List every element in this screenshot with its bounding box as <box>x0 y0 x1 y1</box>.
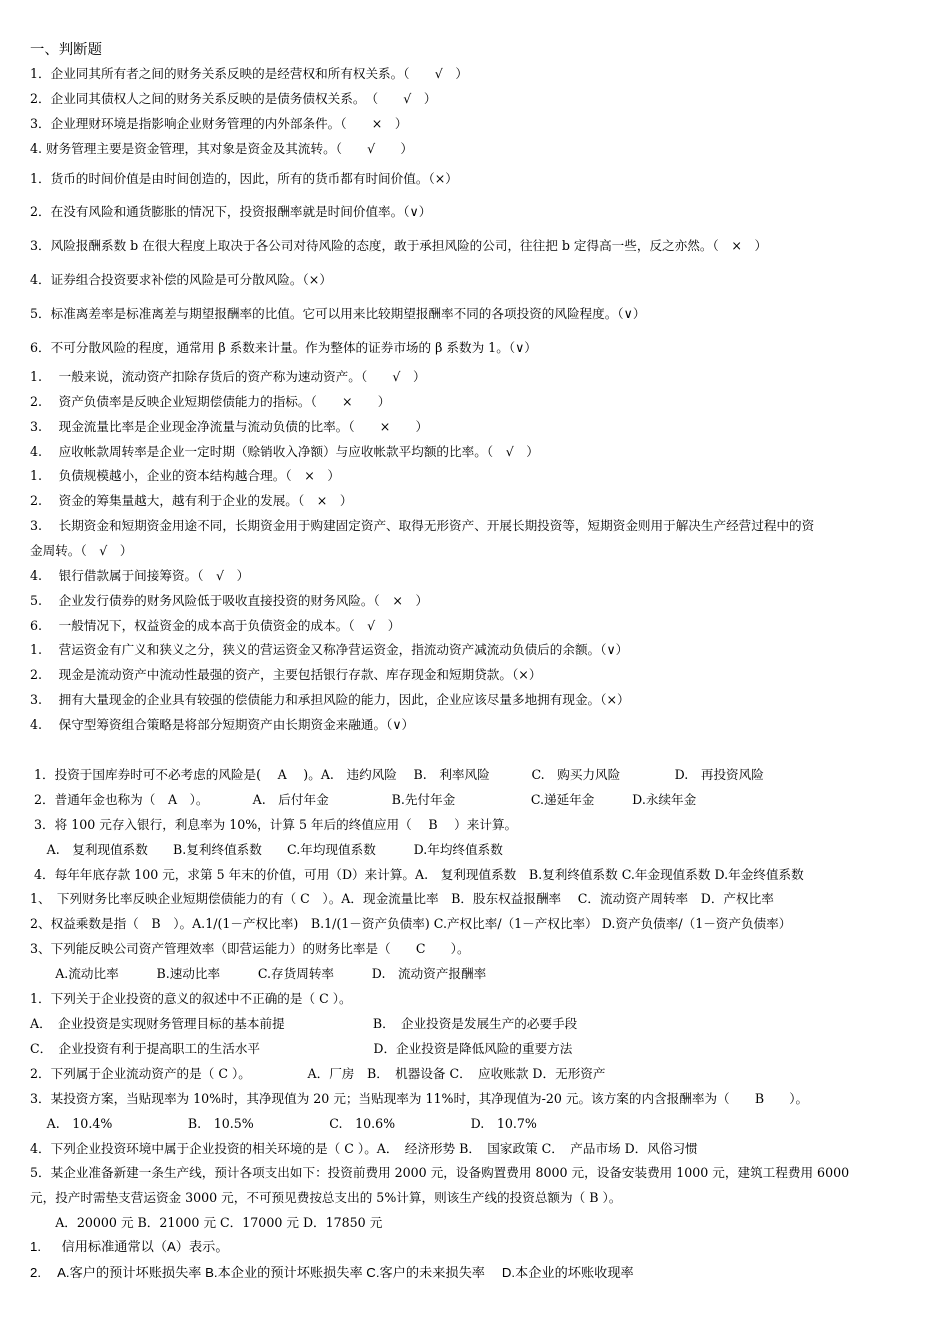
text-line: 2. 资产负债率是反映企业短期偿债能力的指标。（ × ） <box>30 394 391 409</box>
text-line: 4．下列企业投资环境中属于企业投资的相关环境的是（ C ）。A． 经济形势 B． 国家政策 C． 产品市场 D．风俗习惯 <box>30 1141 698 1156</box>
text-line: A．20000 元 B．21000 元 C．17000 元 D．17850 元 <box>30 1215 383 1230</box>
text-line: 1．下列关于企业投资的意义的叙述中不正确的是（ C ）。 <box>30 991 352 1006</box>
text-line: 2. 现金是流动资产中流动性最强的资产，主要包括银行存款、库存现金和短期贷款。（×） <box>30 667 542 682</box>
text-line: 4. 财务管理主要是资金管理，其对象是资金及其流转。（ √ ） <box>30 141 413 156</box>
text-line: 5．标准离差率是标准离差与期望报酬率的比值。它可以用来比较期望报酬率不同的各项投资的风险程度。（∨） <box>30 306 646 321</box>
text-line: 3. 长期资金和短期资金用途不同，长期资金用于购建固定资产、取得无形资产、开展长期投资等，短期资金则用于解决生产经营过程中的资 <box>30 518 815 533</box>
text-line: 2．在没有风险和通货膨胀的情况下，投资报酬率就是时间价值率。（∨） <box>30 204 432 219</box>
text-line: 1. 信用标准通常以（A）表示。 <box>30 1239 229 1254</box>
text-line: 金周转。（ √ ） <box>30 543 133 558</box>
text-line: 2. 资金的筹集量越大，越有利于企业的发展。（ × ） <box>30 493 353 508</box>
text-line: 5．某企业准备新建一条生产线，预计各项支出如下：投资前费用 2000 元，设备购置费用 8000 元，设备安装费用 1000 元，建筑工程费用 6000 <box>30 1165 850 1180</box>
text-line: 3、下列能反映公司资产管理效率（即营运能力）的财务比率是（ C ）。 <box>30 941 470 956</box>
section-heading: 一、判断题 <box>30 42 102 58</box>
text-line: 4．每年年底存款 100 元，求第 5 年末的价值，可用（D）来计算。A. 复利现值系数 B.复利终值系数 C.年金现值系数 D.年金终值系数 <box>30 867 804 882</box>
text-line: 2．企业同其债权人之间的财务关系反映的是债务债权关系。 （ √ ） <box>30 91 437 106</box>
text-line: 2、权益乘数是指（ B ）。A.1/(1－产权比率) B.1/(1－资产负债率) C.产权比率/（1－产权比率） D.资产负债率/（1－资产负债率） <box>30 916 792 931</box>
text-line: 6. 一般情况下，权益资金的成本高于负债资金的成本。（ √ ） <box>30 618 401 633</box>
text-line: C． 企业投资有利于提高职工的生活水平 D．企业投资是降低风险的重要方法 <box>30 1041 573 1056</box>
text-line: 3. 拥有大量现金的企业具有较强的偿债能力和承担风险的能力，因此，企业应该尽量多地拥有现金。（×） <box>30 692 630 707</box>
text-line: A. 复利现值系数 B.复利终值系数 C.年均现值系数 D.年均终值系数 <box>30 842 503 857</box>
text-line: 4. 保守型筹资组合策略是将部分短期资产由长期资金来融通。（∨） <box>30 717 415 732</box>
text-line: 1. 负债规模越小，企业的资本结构越合理。（ × ） <box>30 468 340 483</box>
text-line: A.流动比率 B.速动比率 C.存货周转率 D. 流动资产报酬率 <box>30 966 487 981</box>
text-line: 1．投资于国库券时可不必考虑的风险是( A )。A. 违约风险 B. 利率风险 C. 购买力风险 D. 再投资风险 <box>30 767 764 782</box>
text-line: 元，投产时需垫支营运资金 3000 元，不可预见费按总支出的 5%计算，则该生产线的投资总额为（ B ）。 <box>30 1190 622 1205</box>
text-line: 2. A.客户的预计坏账损失率 B.本企业的预计坏账损失率 C.客户的未来损失率 D.本企业的坏账收现率 <box>30 1265 634 1280</box>
text-line: 6．不可分散风险的程度，通常用 β 系数来计量。作为整体的证券市场的 β 系数为 1。（∨） <box>30 340 537 355</box>
text-line: 3．某投资方案，当贴现率为 10%时，其净现值为 20 元；当贴现率为 11%时，其净现值为-20 元。该方案的内含报酬率为（ B ）。 <box>30 1091 809 1106</box>
text-line: 3．将 100 元存入银行，利息率为 10%，计算 5 年后的终值应用（ B ）来计算。 <box>30 817 518 832</box>
text-line: 5. 企业发行债券的财务风险低于吸收直接投资的财务风险。（ × ） <box>30 593 429 608</box>
text-line: A. 10.4% B. 10.5% C. 10.6% D. 10.7% <box>30 1116 537 1131</box>
text-line: 4．证券组合投资要求补偿的风险是可分散风险。（×） <box>30 272 332 287</box>
text-line: 3．企业理财环境是指影响企业财务管理的内外部条件。（ × ） <box>30 116 408 131</box>
text-line: 1．企业同其所有者之间的财务关系反映的是经营权和所有权关系。（ √ ） <box>30 66 468 81</box>
text-line: 2．普通年金也称为（ A ）。 A. 后付年金 B.先付年金 C.递延年金 D.永续年金 <box>30 792 697 807</box>
text-line: 1、 下列财务比率反映企业短期偿债能力的有（ C ）。A．现金流量比率 B．股东权益报酬率 C．流动资产周转率 D．产权比率 <box>30 891 774 906</box>
text-line: 3．风险报酬系数 b 在很大程度上取决于各公司对待风险的态度，敢于承担风险的公司，往往把 b 定得高一些，反之亦然。（ × ） <box>30 238 768 253</box>
text-line: 2．下列属于企业流动资产的是（ C ）。 A．厂房 B． 机器设备 C． 应收账款 D．无形资产 <box>30 1066 606 1081</box>
text-line: 4. 应收帐款周转率是企业一定时期（赊销收入净额）与应收帐款平均额的比率。（ √ ） <box>30 444 539 459</box>
text-line: 1. 一般来说，流动资产扣除存货后的资产称为速动资产。（ √ ） <box>30 369 426 384</box>
text-line: 1．货币的时间价值是由时间创造的，因此，所有的货币都有时间价值。（×） <box>30 171 458 186</box>
text-line: A． 企业投资是实现财务管理目标的基本前提 B． 企业投资是发展生产的必要手段 <box>30 1016 578 1031</box>
text-line: 1. 营运资金有广义和狭义之分，狭义的营运资金又称净营运资金，指流动资产减流动负债后的余额。（∨） <box>30 642 629 657</box>
text-line: 4. 银行借款属于间接筹资。（ √ ） <box>30 568 250 583</box>
text-line: 3. 现金流量比率是企业现金净流量与流动负债的比率。（ × ） <box>30 419 429 434</box>
